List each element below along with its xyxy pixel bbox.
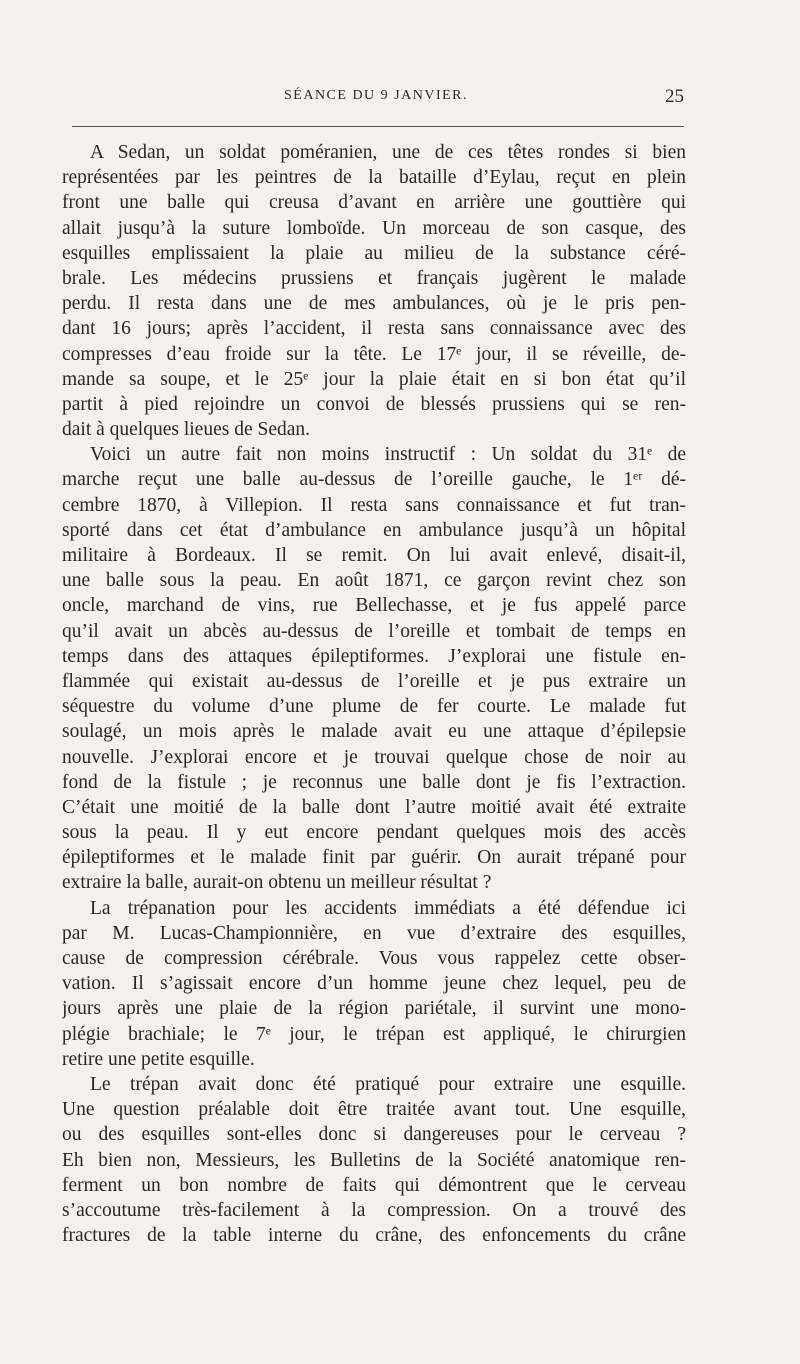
text-line: compresses d’eau froide sur la tête. Le 17ᵉ jour, il se réveille, de- — [62, 343, 686, 365]
text-line: C’était une moitié de la balle dont l’autre moitié avait été extraite — [62, 796, 686, 818]
text-line: représentées par les peintres de la bataille d’Eylau, reçut en plein — [62, 167, 686, 189]
text-line: Eh bien non, Messieurs, les Bulletins de la Société anatomique ren- — [62, 1149, 686, 1171]
text-line: perdu. Il resta dans une de mes ambulances, où je le pris pen- — [62, 293, 686, 315]
text-line: Une question préalable doit être traitée avant tout. Une esquille, — [62, 1099, 686, 1121]
text-line: cembre 1870, à Villepion. Il resta sans connaissance et fut tran- — [62, 494, 686, 516]
text-line: qu’il avait un abcès au-dessus de l’oreille et tombait de temps en — [62, 620, 686, 642]
text-line: vation. Il s’agissait encore d’un homme jeune chez lequel, peu de — [62, 973, 686, 995]
text-line: front une balle qui creusa d’avant en arrière une gouttière qui — [62, 192, 686, 214]
text-line: une balle sous la peau. En août 1871, ce garçon revint chez son — [62, 570, 686, 592]
body-text — [62, 140, 686, 1248]
text-line: dait à quelques lieues de Sedan. — [62, 419, 311, 441]
text-line: brale. Les médecins prussiens et français jugèrent le malade — [62, 267, 686, 289]
text-line: sous la peau. Il y eut encore pendant quelques mois des accès — [62, 822, 686, 844]
text-line: allait jusqu’à la suture lomboïde. Un morceau de son casque, des — [62, 217, 686, 239]
text-line: La trépanation pour les accidents immédiats a été défendue ici — [90, 897, 686, 919]
text-line: esquilles emplissaient la plaie au milieu de la substance céré- — [62, 242, 686, 264]
text-line: par M. Lucas-Championnière, en vue d’extraire des esquilles, — [62, 922, 686, 944]
text-line: partit à pied rejoindre un convoi de blessés prussiens qui se ren- — [62, 393, 686, 415]
header-rule — [72, 126, 684, 127]
text-line: sporté dans cet état d’ambulance en ambulance jusqu’à un hôpital — [62, 519, 686, 541]
text-line: oncle, marchand de vins, rue Bellechasse, et je fus appelé parce — [62, 595, 686, 617]
text-line: séquestre du volume d’une plume de fer courte. Le malade fut — [62, 696, 686, 718]
page-number: 25 — [665, 86, 684, 107]
text-line: extraire la balle, aurait-on obtenu un meilleur résultat ? — [62, 872, 492, 894]
text-line: Voici un autre fait non moins instructif : Un soldat du 31ᵉ de — [90, 444, 686, 466]
text-line: A Sedan, un soldat poméranien, une de ces têtes rondes si bien — [90, 142, 686, 163]
text-line: flammée qui existait au-dessus de l’oreille et je pus extraire un — [62, 670, 686, 692]
text-line: Le trépan avait donc été pratiqué pour extraire une esquille. — [90, 1073, 686, 1095]
text-line: épileptiformes et le malade finit par guérir. On aurait trépané pour — [62, 847, 686, 869]
text-line: dant 16 jours; après l’accident, il resta sans connaissance avec des — [62, 318, 686, 340]
text-line: soulagé, un mois après le malade avait eu une attaque d’épilepsie — [62, 721, 686, 743]
running-head — [72, 86, 684, 116]
text-line: temps dans des attaques épileptiformes. J’explorai une fistule en- — [62, 645, 686, 667]
text-line: jours après une plaie de la région pariétale, il survint une mono- — [62, 998, 686, 1020]
text-line: ferment un bon nombre de faits qui démontrent que le cerveau — [62, 1174, 686, 1196]
text-line: cause de compression cérébrale. Vous vous rappelez cette obser- — [62, 948, 686, 969]
text-line: fractures de la table interne du crâne, des enfoncements du crâne — [62, 1225, 686, 1247]
text-line: plégie brachiale; le 7ᵉ jour, le trépan est appliqué, le chirurgien — [62, 1023, 686, 1045]
text-line: fond de la fistule ; je reconnus une balle dont je fis l’extraction. — [62, 771, 686, 793]
text-line: marche reçut une balle au-dessus de l’oreille gauche, le 1ᵉʳ dé- — [62, 469, 686, 491]
text-line: s’accoutume très-facilement à la compression. On a trouvé des — [62, 1199, 686, 1221]
text-line: militaire à Bordeaux. Il se remit. On lui avait enlevé, disait-il, — [62, 545, 686, 566]
text-line: ou des esquilles sont-elles donc si dangereuses pour le cerveau ? — [62, 1124, 686, 1146]
text-line: nouvelle. J’explorai encore et je trouvai quelque chose de noir au — [62, 746, 686, 768]
text-line: retire une petite esquille. — [62, 1048, 255, 1070]
text-line: mande sa soupe, et le 25ᵉ jour la plaie était en si bon état qu’il — [62, 368, 686, 390]
running-title: SÉANCE DU 9 JANVIER. — [284, 88, 468, 103]
